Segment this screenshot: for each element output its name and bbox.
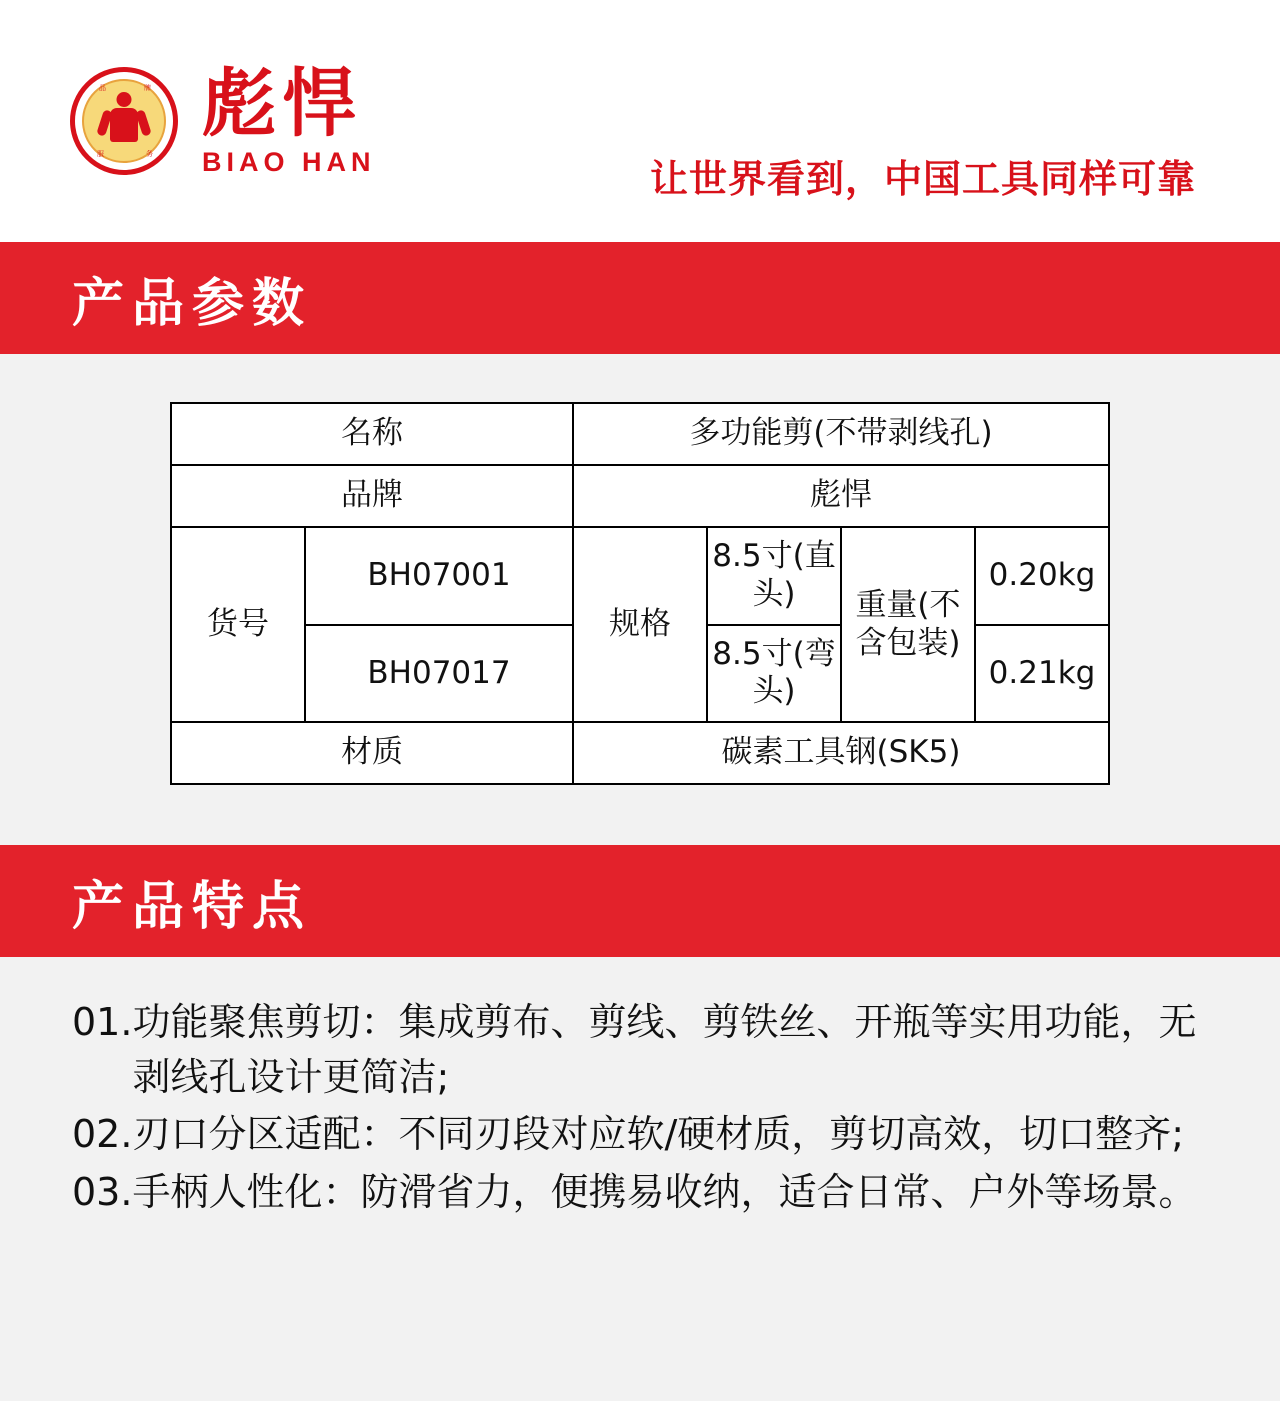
spec-size-value-1: 8.5寸(直头) (707, 527, 841, 625)
features-list (0, 957, 1280, 1291)
feature-text: 手柄人性化：防滑省力，便携易收纳，适合日常、户外等场景。 (132, 1169, 1197, 1214)
spec-name-label: 名称 (171, 403, 573, 465)
spec-brand-value: 彪悍 (573, 465, 1109, 527)
list-item (72, 1107, 1216, 1162)
logo-micro-text-3: 服 (97, 150, 104, 158)
logo-emblem-icon (70, 67, 178, 175)
spec-material-value: 碳素工具钢(SK5) (573, 722, 1109, 784)
feature-number: 01. (72, 1000, 133, 1045)
brand-logo (70, 60, 376, 177)
spec-code-value-1: BH07001 (305, 527, 573, 625)
spec-weight-value-1: 0.20kg (975, 527, 1109, 625)
spec-weight-value-2: 0.21kg (975, 625, 1109, 723)
section-title-specs: 产品参数 (72, 273, 313, 334)
table-row (171, 527, 1109, 625)
page-header (0, 0, 1280, 242)
feature-text: 刃口分区适配：不同刃段对应软/硬材质，剪切高效，切口整齐; (132, 1112, 1185, 1157)
feature-text: 功能聚焦剪切：集成剪布、剪线、剪铁丝、开瓶等实用功能，无剥线孔设计更简洁; (132, 1000, 1197, 1100)
worker-figure-icon (102, 90, 146, 152)
spec-material-label: 材质 (171, 722, 573, 784)
spec-brand-label: 品牌 (171, 465, 573, 527)
table-row (171, 403, 1109, 465)
feature-number: 02. (72, 1112, 133, 1157)
logo-micro-text-4: 务 (146, 150, 153, 158)
brand-name-cn: 彪悍 (202, 60, 362, 147)
figure-head (117, 92, 132, 107)
feature-number: 03. (72, 1169, 133, 1214)
logo-micro-text-1: 品 (99, 84, 106, 92)
table-row (171, 722, 1109, 784)
brand-name-en: BIAO HAN (202, 146, 376, 177)
spec-size-label: 规格 (573, 527, 707, 722)
list-item (72, 995, 1216, 1105)
spec-size-value-2: 8.5寸(弯头) (707, 625, 841, 723)
table-row (171, 465, 1109, 527)
spec-table (170, 402, 1110, 785)
spec-table-container (0, 354, 1280, 845)
spec-weight-label: 重量(不含包装) (841, 527, 975, 722)
section-banner-features (0, 845, 1280, 957)
brand-slogan: 让世界看到，中国工具同样可靠 (650, 157, 1197, 201)
figure-body (110, 108, 138, 142)
section-banner-specs (0, 242, 1280, 354)
spec-name-value: 多功能剪(不带剥线孔) (573, 403, 1109, 465)
logo-micro-text-2: 牌 (144, 84, 151, 92)
spec-code-label: 货号 (171, 527, 305, 722)
list-item (72, 1165, 1216, 1220)
section-title-features: 产品特点 (72, 876, 313, 937)
brand-wordmark (202, 60, 376, 177)
spec-code-value-2: BH07017 (305, 625, 573, 723)
